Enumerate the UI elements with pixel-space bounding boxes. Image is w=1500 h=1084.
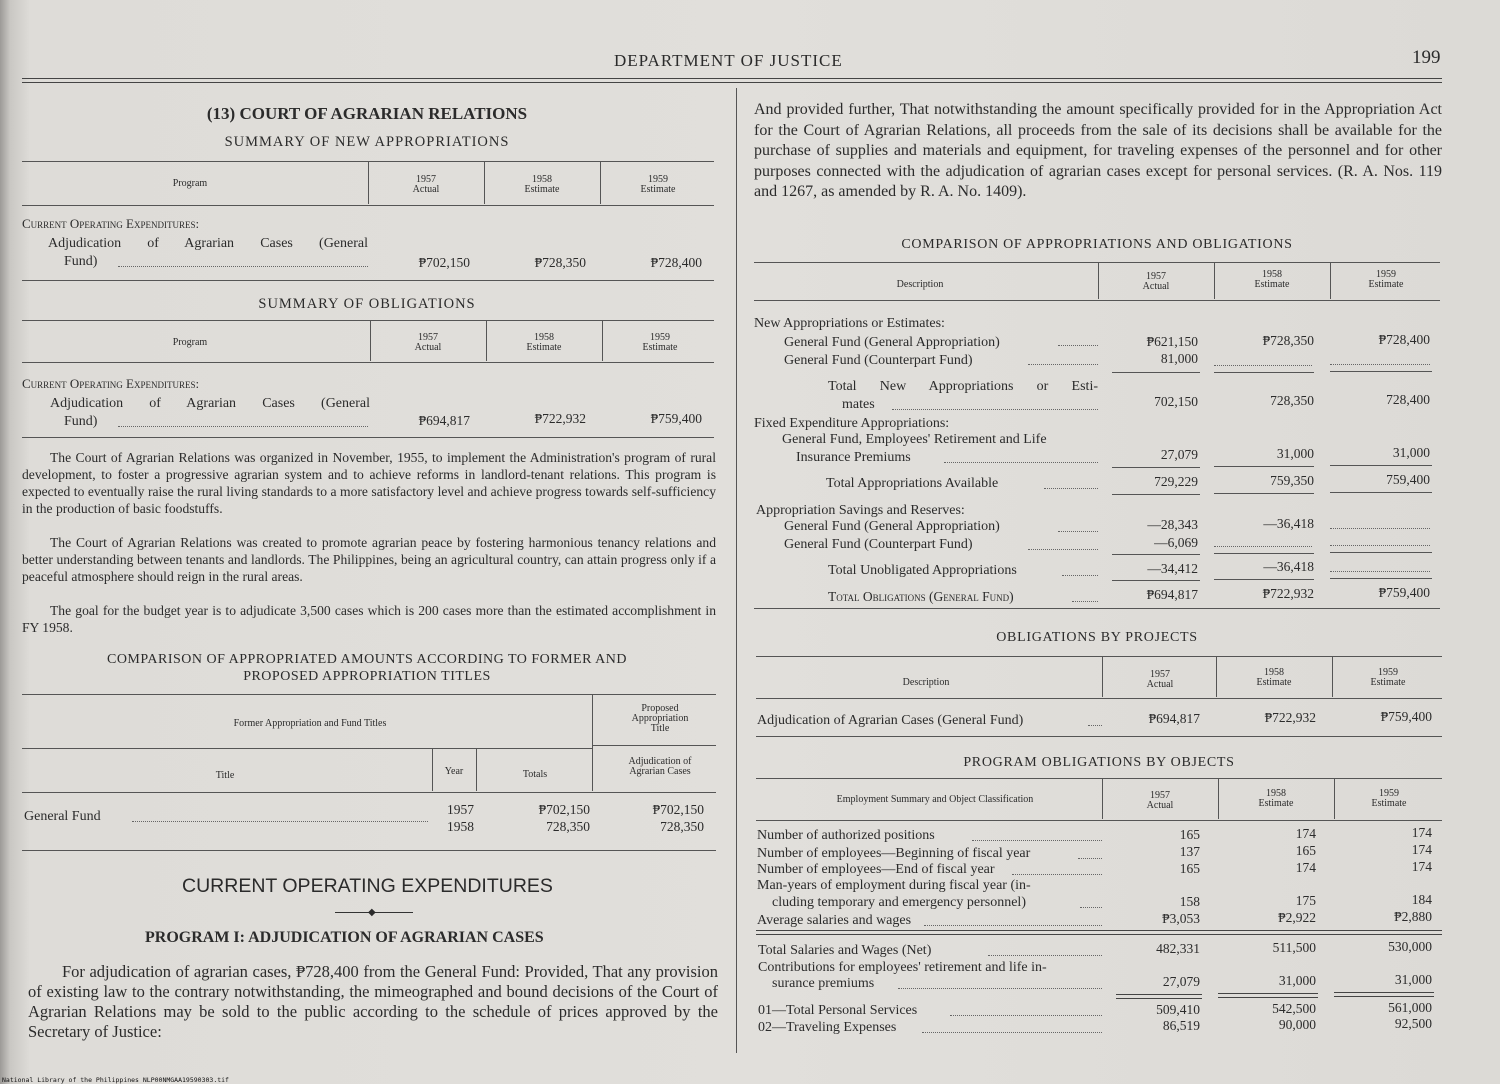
obp-col-1958-sub: Estimate — [1256, 677, 1292, 688]
pob-10-1957: 86,519 — [1162, 1018, 1200, 1033]
adj-line2: Fund) — [64, 254, 98, 269]
paragraph-1: The Court of Agrarian Relations was organized in November, 1955, to implement the Administration's program of rural development, to foster a progressive agrarian system and to achieve reforms in landlord-tenant relations. This program is expected to eventually raise the rural living standards to a more satisfactory level and achieve progress towards self-sufficiency in the production of basic foodstuffs. — [22, 450, 716, 516]
obp-1958: ₱722,932 — [1264, 710, 1316, 725]
cao-col-1958: 1958 — [1262, 269, 1282, 280]
cmp-title-2: PROPOSED APPROPRIATION TITLES — [243, 669, 491, 684]
pob-1-1958: 165 — [1295, 843, 1316, 858]
cmp-adj-2: Agrarian Cases — [629, 766, 691, 777]
page-number: 199 — [1412, 47, 1441, 68]
so-col-1959: 1959 — [650, 332, 670, 343]
pob-label-3: Man-years of employment during fiscal year (in- — [757, 878, 1031, 893]
pob-8-1959: 31,000 — [1394, 972, 1432, 987]
obp-col-1958: 1958 — [1264, 667, 1284, 678]
sna-1957: ₱702,150 — [418, 255, 470, 270]
pob-10-1959: 92,500 — [1394, 1016, 1432, 1031]
column-divider — [736, 88, 737, 1053]
pob-2-1957: 165 — [1179, 861, 1200, 876]
adj-line1: Adjudication of Agrarian Cases (General — [48, 236, 368, 251]
cao-13-1959: ₱759,400 — [1378, 585, 1430, 600]
pob-1-1957: 137 — [1179, 844, 1200, 859]
program-paragraph: For adjudication of agrarian cases, ₱728,400 from the General Fund: Provided, That any provision of existing law to the contrary notwithstanding, the mimeographed and bound decisions of the Court of Agrarian Relations may be sold to the public according to the schedule of prices approved by the Secretary of Justice: — [28, 962, 718, 1041]
pob-label-10: 02—Traveling Expenses — [758, 1020, 897, 1035]
cao-label-5: Fixed Expenditure Appropriations: — [754, 416, 950, 431]
so-col-1957-sub: Actual — [414, 342, 442, 353]
cao-col-1958-sub: Estimate — [1254, 279, 1290, 290]
so-1959: ₱759,400 — [650, 411, 702, 426]
pob-5-1959: ₱2,880 — [1394, 909, 1432, 924]
proviso-paragraph: And provided further, That notwithstanding the amount specifically provided for in the Appropriation Act for the Court of Agrarian Relations, all proceeds from the sale of its decisions shall be available for the purchase of supplies and materials and equipment, for traveling expenses of the personnel and for other purposes connected with the adjudication of agrarian cases except for personal services. (R. A. Nos. 119 and 1267, as amended by R. A. No. 1409). — [754, 101, 1442, 200]
cao-col-desc: Description — [896, 279, 944, 290]
pob-col-1959-sub: Estimate — [1371, 798, 1407, 809]
sna-title: SUMMARY OF NEW APPROPRIATIONS — [224, 134, 510, 150]
pob-label-8: surance premiums — [772, 976, 875, 991]
cao-label-12: Total Unobligated Appropriations — [828, 563, 1017, 578]
coe-label: Current Operating Expenditures: — [22, 216, 200, 231]
cao-1-1957: ₱621,150 — [1146, 334, 1198, 349]
cao-13-1958: ₱722,932 — [1262, 586, 1314, 601]
pob-4-1959: 184 — [1411, 892, 1432, 907]
cao-1-1958: ₱728,350 — [1262, 333, 1314, 348]
so-title: SUMMARY OF OBLIGATIONS — [258, 296, 476, 312]
obp-1959: ₱759,400 — [1380, 709, 1432, 724]
cao-label-11: General Fund (Counterpart Fund) — [784, 537, 973, 552]
cmp-total-1957: ₱702,150 — [538, 802, 590, 817]
paragraph-2: The Court of Agrarian Relations was created to promote agrarian peace by fostering harmonious tenancy relations and better understanding between tenants and landlords. The Philippines, being an agricultural country, can attain progress only if a peaceful atmosphere should reign in the rural areas. — [22, 535, 716, 584]
cmp-proposed-1: Proposed — [641, 703, 679, 714]
cao-label-8: Total Appropriations Available — [826, 476, 999, 491]
pob-label-0: Number of authorized positions — [757, 828, 935, 843]
pob-col-1957-sub: Actual — [1146, 800, 1174, 811]
cao-7-1957: 27,079 — [1160, 447, 1198, 462]
cao-label-1: General Fund (General Appropriation) — [784, 335, 1000, 350]
cao-7-1958: 31,000 — [1276, 446, 1314, 461]
obp-col-desc: Description — [902, 677, 950, 688]
cao-label-9: Appropriation Savings and Reserves: — [756, 503, 965, 518]
cao-8-1958: 759,350 — [1270, 473, 1314, 488]
pob-9-1957: 509,410 — [1156, 1002, 1200, 1017]
cmp-col-title: Title — [215, 770, 235, 781]
cao-label-4: mates — [842, 397, 875, 412]
pob-label-9: 01—Total Personal Services — [758, 1003, 918, 1018]
pob-title: PROGRAM OBLIGATIONS BY OBJECTS — [963, 755, 1235, 770]
diamond-icon: ◆ — [368, 907, 376, 918]
paragraph-3: The goal for the budget year is to adjudicate 3,500 cases which is 200 cases more than the estimated accomplishment in FY 1958. — [22, 603, 716, 635]
so-col-1958: 1958 — [534, 332, 554, 343]
cao-col-1959: 1959 — [1376, 269, 1396, 280]
pob-5-1957: ₱3,053 — [1162, 911, 1200, 926]
cao-label-3: Total New Appropriations or Esti- — [828, 379, 1098, 394]
obp-title: OBLIGATIONS BY PROJECTS — [996, 630, 1198, 645]
pob-label-6: Total Salaries and Wages (Net) — [758, 943, 932, 958]
pob-col-1959: 1959 — [1379, 788, 1399, 799]
obp-1957: ₱694,817 — [1148, 711, 1200, 726]
pob-8-1958: 31,000 — [1278, 973, 1316, 988]
cmp-proposed-2: Appropriation — [631, 713, 689, 724]
pob-4-1958: 175 — [1295, 893, 1316, 908]
header-rule — [22, 78, 1442, 83]
coe-heading: CURRENT OPERATING EXPENDITURES — [182, 875, 553, 897]
pob-label-2: Number of employees—End of fiscal year — [757, 862, 995, 877]
pob-5-1958: ₱2,922 — [1278, 910, 1316, 925]
cmp-title-1: COMPARISON OF APPROPRIATED AMOUNTS ACCORDING TO FORMER AND — [106, 652, 628, 667]
cao-8-1957: 729,229 — [1154, 474, 1198, 489]
cao-4-1959: 728,400 — [1386, 392, 1430, 407]
cmp-proposed-3: Title — [650, 723, 670, 734]
sna-1958: ₱728,350 — [534, 255, 586, 270]
pob-9-1958: 542,500 — [1272, 1001, 1316, 1016]
cao-col-1957-sub: Actual — [1142, 281, 1170, 292]
pob-0-1959: 174 — [1411, 825, 1432, 840]
obp-col-1959-sub: Estimate — [1370, 677, 1406, 688]
cao-12-1957: —34,412 — [1147, 561, 1198, 576]
pob-col-1958: 1958 — [1266, 788, 1286, 799]
cao-col-1957: 1957 — [1146, 271, 1166, 282]
cmp-adj-1: Adjudication of — [628, 756, 692, 767]
cmp-adj-1958: 728,350 — [660, 819, 704, 834]
cmp-total-1958: 728,350 — [546, 819, 590, 834]
cao-col-1959-sub: Estimate — [1368, 279, 1404, 290]
pob-6-1958: 511,500 — [1272, 940, 1316, 955]
pob-4-1957: 158 — [1179, 894, 1200, 909]
obp-label: Adjudication of Agrarian Cases (General Fund) — [757, 713, 1024, 728]
pob-label-7: Contributions for employees' retirement and life in- — [758, 960, 1047, 975]
cao-10-1958: —36,418 — [1263, 516, 1314, 531]
obp-col-1957: 1957 — [1150, 669, 1170, 680]
col-1959: 1959 — [648, 174, 668, 185]
pob-2-1958: 174 — [1295, 860, 1316, 875]
cmp-col-totals: Totals — [522, 769, 548, 780]
cao-label-2: General Fund (Counterpart Fund) — [784, 353, 973, 368]
so-col-1959-sub: Estimate — [642, 342, 678, 353]
pob-col-1958-sub: Estimate — [1258, 798, 1294, 809]
col-1959-sub: Estimate — [640, 184, 676, 195]
cao-11-1957: —6,069 — [1154, 535, 1198, 550]
pob-col-1957: 1957 — [1150, 790, 1170, 801]
col-program: Program — [172, 178, 208, 189]
pob-0-1957: 165 — [1179, 827, 1200, 842]
cmp-fund: General Fund — [24, 809, 101, 824]
pob-6-1959: 530,000 — [1388, 939, 1432, 954]
cao-4-1957: 702,150 — [1154, 394, 1198, 409]
sna-1959: ₱728,400 — [650, 255, 702, 270]
cao-label-0: New Appropriations or Estimates: — [754, 316, 945, 331]
pob-10-1958: 90,000 — [1278, 1017, 1316, 1032]
cao-8-1959: 759,400 — [1386, 472, 1430, 487]
running-header: DEPARTMENT OF JUSTICE — [614, 51, 843, 70]
cao-4-1958: 728,350 — [1270, 393, 1314, 408]
pob-1-1959: 174 — [1411, 842, 1432, 857]
obp-col-1957-sub: Actual — [1146, 679, 1174, 690]
pob-label-1: Number of employees—Beginning of fiscal year — [757, 846, 1031, 861]
cao-12-1958: —36,418 — [1263, 559, 1314, 574]
col-1957-sub: Actual — [412, 184, 440, 195]
pob-0-1958: 174 — [1295, 826, 1316, 841]
section-title: (13) COURT OF AGRARIAN RELATIONS — [206, 104, 528, 123]
cmp-col-year: Year — [444, 766, 464, 777]
so-adj-line2: Fund) — [64, 414, 98, 429]
pob-label-5: Average salaries and wages — [757, 913, 912, 928]
cmp-year-1958: 1958 — [447, 819, 474, 834]
cao-label-10: General Fund (General Appropriation) — [784, 519, 1000, 534]
cao-label-13: Total Obligations (General Fund) — [828, 589, 1014, 604]
cao-title: COMPARISON OF APPROPRIATIONS AND OBLIGATIONS — [901, 237, 1293, 252]
pob-9-1959: 561,000 — [1388, 1000, 1432, 1015]
so-1958: ₱722,932 — [534, 411, 586, 426]
cao-1-1959: ₱728,400 — [1378, 332, 1430, 347]
so-adj-line1: Adjudication of Agrarian Cases (General — [50, 396, 370, 411]
col-1958-sub: Estimate — [524, 184, 560, 195]
pob-6-1957: 482,331 — [1156, 941, 1200, 956]
cao-10-1957: —28,343 — [1147, 517, 1198, 532]
cmp-former-header: Former Appropriation and Fund Titles — [233, 718, 387, 729]
scan-footer: National Library of the Philippines NLP00NMGAA19590303.tif — [2, 1076, 229, 1084]
cao-label-7: Insurance Premiums — [796, 450, 911, 465]
program-title: PROGRAM I: ADJUDICATION OF AGRARIAN CASES — [145, 929, 544, 946]
so-1957: ₱694,817 — [418, 413, 470, 428]
so-col-1957: 1957 — [418, 332, 438, 343]
pob-2-1959: 174 — [1411, 859, 1432, 874]
cmp-adj-1957: ₱702,150 — [652, 802, 704, 817]
col-1957: 1957 — [416, 174, 436, 185]
so-col-program: Program — [172, 337, 208, 348]
so-coe-label: Current Operating Expenditures: — [22, 376, 200, 391]
obp-col-1959: 1959 — [1378, 667, 1398, 678]
so-col-1958-sub: Estimate — [526, 342, 562, 353]
cao-7-1959: 31,000 — [1392, 445, 1430, 460]
cao-2-1957: 81,000 — [1160, 351, 1198, 366]
cmp-year-1957: 1957 — [447, 802, 474, 817]
pob-8-1957: 27,079 — [1162, 974, 1200, 989]
cao-label-6: General Fund, Employees' Retirement and Life — [782, 432, 1047, 447]
pob-label-4: cluding temporary and emergency personnel) — [772, 895, 1026, 910]
pob-col-desc: Employment Summary and Object Classification — [836, 794, 1034, 805]
col-1958: 1958 — [532, 174, 552, 185]
cao-13-1957: ₱694,817 — [1146, 587, 1198, 602]
